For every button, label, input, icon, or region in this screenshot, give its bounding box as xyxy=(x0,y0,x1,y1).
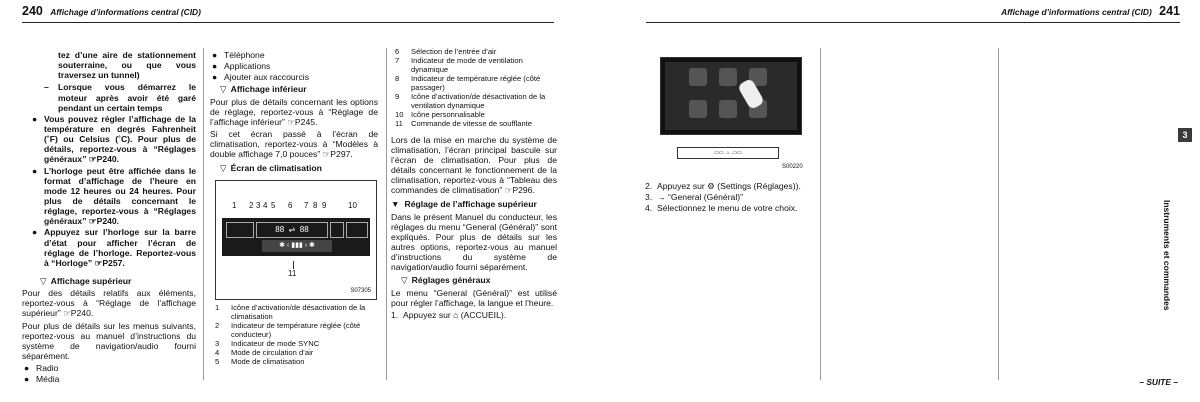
media-tile-icon xyxy=(719,68,737,86)
temp-panel: 88 ⇌ 88 xyxy=(256,222,328,238)
paragraph: Pour des détails relatifs aux éléments, reportez-vous à “Réglage de l’affichage supérieur” ☞P240. xyxy=(22,288,196,319)
callout-11: 11 xyxy=(288,269,297,278)
step-4: 4. Sélectionnez le menu de votre choix. xyxy=(645,203,798,214)
radio-tile-icon xyxy=(689,68,707,86)
legend-col2 xyxy=(215,304,377,367)
custom-icon xyxy=(346,222,368,238)
list-item: ● Radio xyxy=(24,363,59,374)
step-3: 3. → “General (Général)” xyxy=(645,192,743,203)
column-1 xyxy=(22,50,196,385)
callout-8: 8 xyxy=(313,201,318,210)
heading-reglage-affichage-superieur: ▼ Réglage de l’affichage supérieur xyxy=(391,199,537,210)
bullet-item: ● Vous pouvez régler l’affichage de la température en degrés Fahrenheit (˚F) ou Celsius (˚C). Pour plus de détails, reportez-vous à “Réglages généraux” ☞P240. xyxy=(32,113,196,165)
callout-1: 1 xyxy=(232,201,237,210)
column-4-steps xyxy=(645,181,817,214)
right-header xyxy=(1001,4,1180,19)
list-item: ● Ajouter aux raccourcis xyxy=(212,72,310,83)
home-screen xyxy=(665,62,797,130)
fan-speed-control: ✱ ‹ ▮▮▮ › ✱ xyxy=(262,240,332,252)
legend-item: 2 Indicateur de température réglée (côté conducteur) xyxy=(215,320,361,339)
sub-heading-ecran-climatisation: ▽ Écran de climatisation xyxy=(220,163,322,174)
legend-item: 7 Indicateur de mode de ventilation dynamique xyxy=(395,55,523,74)
legend-item: 4 Mode de circulation d’air xyxy=(215,347,314,357)
left-header xyxy=(22,4,201,19)
paragraph: Pour plus de détails concernant les options de réglage, reportez-vous à “Réglage de l’affichage inférieur” ☞P245. xyxy=(210,96,378,127)
right-header-rule xyxy=(646,22,1180,23)
callout-3: 3 xyxy=(256,201,261,210)
column-3 xyxy=(391,48,557,321)
callout-7: 7 xyxy=(304,201,309,210)
status-bar-figure: ▭▭ ⌂ ▭▭ xyxy=(677,147,779,159)
step-1: 1. Appuyez sur ⌂ (ACCUEIL). xyxy=(391,309,507,320)
paragraph: Lors de la mise en marche du système de climatisation, l’écran principal bascule sur l’écran de climatisation. Pour plus de détails concernant le fonctionnement de la climatisation, reportez-vous à “Tableau des commandes de climatisation” ☞P296. xyxy=(391,134,557,196)
col-divider-3 xyxy=(820,48,821,380)
callout-4: 4 xyxy=(263,201,268,210)
callout-9: 9 xyxy=(322,201,327,210)
left-header-title: Affichage d’informations central (CID) xyxy=(50,7,201,17)
chapter-tab: 3 xyxy=(1178,128,1192,142)
sub-heading-reglages-generaux: ▽ Réglages généraux xyxy=(401,275,491,286)
legend-item: 11 Commande de vitesse de soufflante xyxy=(395,118,533,128)
climate-screen-figure xyxy=(215,180,377,300)
list-item: ● Applications xyxy=(212,61,271,72)
bullet-item: ● L’horloge peut être affichée dans le format d’affichage de l’heure en mode 12 heures ou 24 heures. Pour plus de détails concernant le réglage, reportez-vous à “Réglages généraux” ☞P240. xyxy=(32,165,196,227)
list-item: ● Média xyxy=(24,374,60,385)
list-item: ● Téléphone xyxy=(212,50,265,60)
right-page-number: 241 xyxy=(1159,4,1180,18)
suite-label: – SUITE – xyxy=(1139,377,1178,387)
step-2: 2. Appuyez sur ⚙ (Settings (Réglages)). xyxy=(645,181,801,191)
callout-10: 10 xyxy=(348,201,357,210)
legend-item: 6 Sélection de l’entrée d’air xyxy=(395,47,497,56)
dynamic-vent-icon xyxy=(330,222,344,238)
callout-11-line xyxy=(293,261,294,269)
left-page-number: 240 xyxy=(22,4,43,18)
home-screen-figure xyxy=(660,57,802,135)
chapter-label: Instruments et commandes xyxy=(1162,200,1172,311)
apps-tile-icon xyxy=(689,100,707,118)
legend-item: 1 Icône d’activation/de désactivation de la climatisation xyxy=(215,303,366,321)
col-divider-1 xyxy=(203,48,204,380)
paragraph: Pour plus de détails sur les menus suivants, reportez-vous au manuel d’instructions du système de navigation/audio fourni séparément. xyxy=(22,320,196,361)
cont-text: tez d’une aire de stationnement souterraine, ou que vous traversez un tunnel) xyxy=(58,50,196,81)
legend-item: 3 Indicateur de mode SYNC xyxy=(215,338,320,348)
column-2 xyxy=(210,50,378,176)
ac-toggle-icon xyxy=(226,222,254,238)
legend-item: 10 Icône personnalisable xyxy=(395,109,485,119)
right-header-title: Affichage d’informations central (CID) xyxy=(1001,7,1152,17)
climate-screen xyxy=(222,218,370,256)
settings-tile-icon xyxy=(719,100,737,118)
paragraph: Le menu “General (Général)” est utilisé pour régler l’affichage, la langue et l’heure. xyxy=(391,287,557,308)
paragraph: Dans le présent Manuel du conducteur, les réglages du menu “General (Général)” sont expliqués. Pour plus de détails sur les autres options, reportez-vous au manuel d’instructions du système de navigation/audio fourni séparément. xyxy=(391,211,557,273)
callout-5: 5 xyxy=(271,201,276,210)
legend-item: 5 Mode de climatisation xyxy=(215,356,305,366)
col-divider-4 xyxy=(998,48,999,380)
col-divider-2 xyxy=(386,48,387,380)
left-header-rule xyxy=(22,22,554,23)
callout-2: 2 xyxy=(249,201,254,210)
figure-code: S00220 xyxy=(782,164,803,170)
diagram-code: S07305 xyxy=(350,287,371,294)
legend-item: 8 Indicateur de température réglée (côté passager) xyxy=(395,73,541,92)
callout-6: 6 xyxy=(288,201,293,210)
sub-heading-affichage-superieur: ▽ Affichage supérieur xyxy=(40,275,132,286)
sub-heading-affichage-inferieur: ▽ Affichage inférieur xyxy=(220,84,307,95)
legend-item: 9 Icône d’activation/de désactivation de la ventilation dynamique xyxy=(395,91,546,110)
bullet-item: ● Appuyez sur l’horloge sur la barre d’état pour afficher l’écran de réglage de l’horloge. Reportez-vous à “Horloge” ☞P257. xyxy=(32,227,196,268)
dash-item: – Lorsque vous démarrez le moteur après avoir été garé pendant un certain temps xyxy=(44,82,196,113)
paragraph: Si cet écran passé à l’écran de climatisation, reportez-vous à “Modèles à double affichage 7,0 pouces” ☞P297. xyxy=(210,128,378,160)
